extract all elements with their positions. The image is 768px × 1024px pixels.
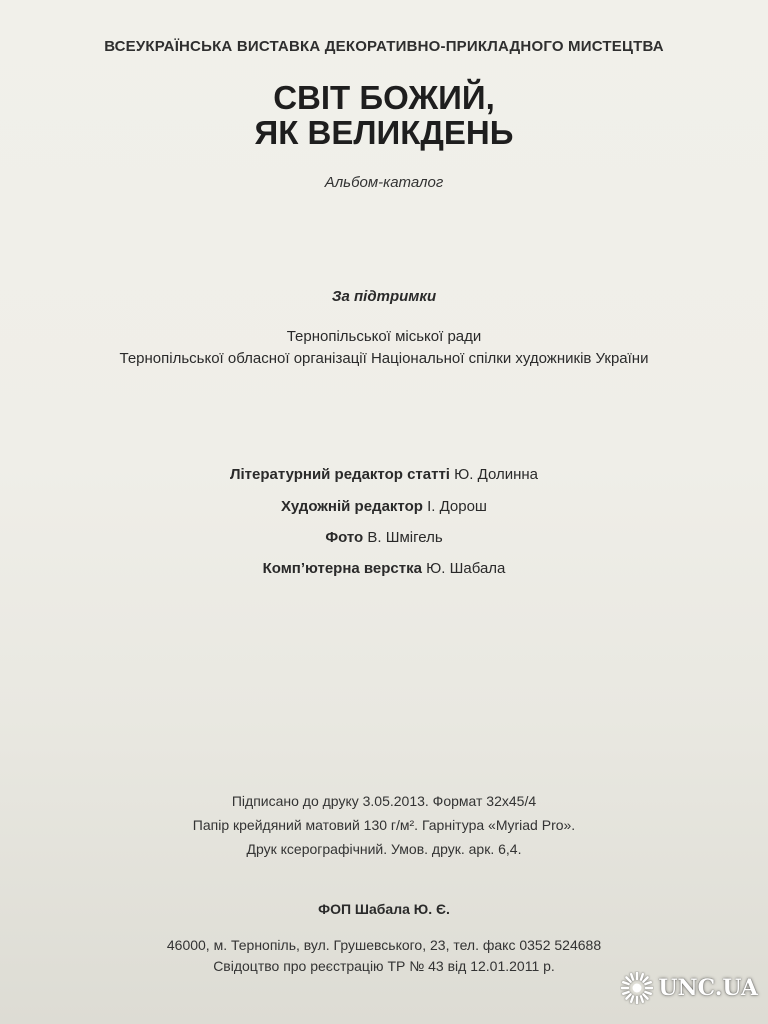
page-title bbox=[0, 80, 768, 150]
credit-role: Комп’ютерна верстка bbox=[262, 560, 422, 577]
imprint-printing: Друк ксерографічний. Умов. друк. арк. 6,4. bbox=[246, 841, 522, 857]
credit-name: І. Дорош bbox=[427, 498, 487, 515]
watermark-text: UNC.UA bbox=[658, 975, 758, 1001]
credit-role: Художній редактор bbox=[281, 498, 423, 515]
imprint-print-date: Підписано до друку 3.05.2013. Формат 32х45/4 bbox=[231, 793, 537, 809]
watermark bbox=[620, 964, 758, 1012]
publisher-name: ФОП Шабала Ю. Є. bbox=[318, 901, 450, 917]
credit-photo bbox=[0, 529, 768, 546]
subtitle: Альбом-каталог bbox=[324, 174, 444, 191]
sunburst-logo-icon bbox=[620, 971, 654, 1005]
publisher-address: 46000, м. Тернопіль, вул. Грушевського, 23, тел. факс 0352 524688 bbox=[166, 937, 602, 953]
publisher-registration: Свідоцтво про реєстрацію ТР № 43 від 12.01.2011 р. bbox=[213, 958, 555, 974]
credit-name: Ю. Шабала bbox=[426, 560, 506, 577]
credit-art-editor bbox=[0, 498, 768, 515]
imprint-paper: Папір крейдяний матовий 130 г/м². Гарнітура «Myriad Pro». bbox=[192, 817, 576, 833]
support-heading: За підтримки bbox=[331, 288, 437, 305]
credit-role: Фото bbox=[325, 529, 364, 546]
exhibition-header: ВСЕУКРАЇНСЬКА ВИСТАВКА ДЕКОРАТИВНО-ПРИКЛАДНОГО МИСТЕЦТВА bbox=[104, 38, 664, 55]
title-line-2: ЯК ВЕЛИКДЕНЬ bbox=[254, 114, 514, 151]
support-line-city-council: Тернопільської міської ради bbox=[286, 328, 482, 345]
credit-name: Ю. Долинна bbox=[454, 466, 539, 483]
credit-name: В. Шмігель bbox=[367, 529, 443, 546]
support-line-artists-union: Тернопільської обласної організації Національної спілки художників України bbox=[119, 350, 649, 367]
credit-role: Літературний редактор статті bbox=[229, 466, 450, 483]
credit-layout bbox=[0, 560, 768, 577]
credit-literary-editor bbox=[0, 466, 768, 483]
title-line-1: СВІТ БОЖИЙ, bbox=[273, 79, 495, 116]
